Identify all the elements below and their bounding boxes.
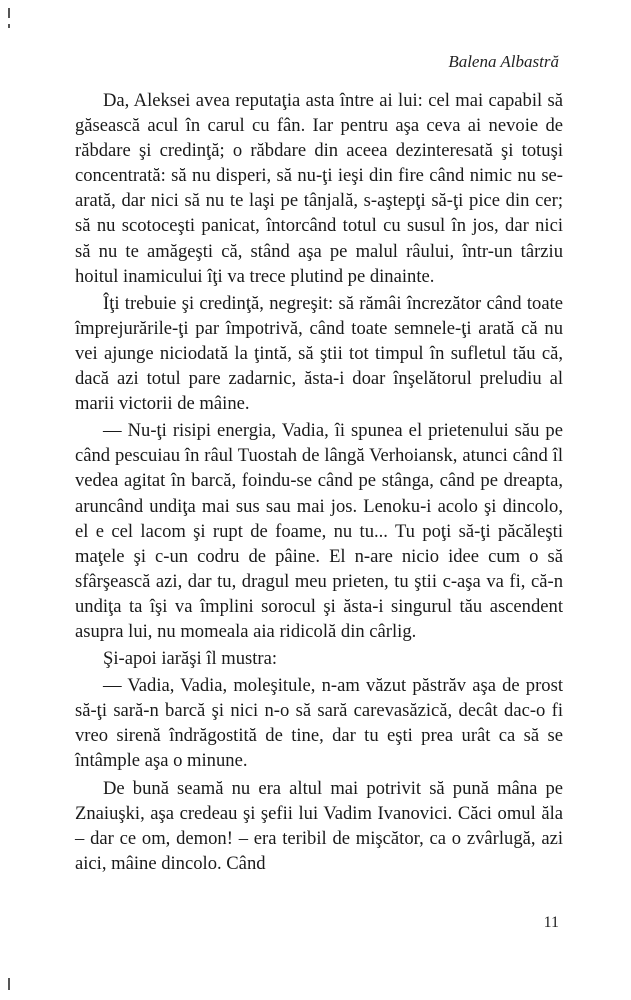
paragraph: — Nu-ţi risipi energia, Vadia, îi spunea el prietenului său pe când pescuiau în râul Tuostah de lângă Verhoiansk, atunci când îl vedea agitat în barcă, foindu-se când pe stânga, când pe dreapta, aruncând undiţa mai sus sau mai jos. Lenoku-i acolo şi dincolo, el e cel lacom şi rupt de foame, nu tu... Tu poţi să-ţi păcăleşti maţele şi c-un codru de pâine. El n-are nicio idee cum o să sfârşească azi, dar tu, dragul meu prieten, tu ştii c-aşa va fi, că-n undiţa ta îşi va împlini sorocul şi ăsta-i singurul tău ascendent asupra lui, nu momeala aia ridicolă din cârlig.: [75, 420, 563, 642]
page-number: 11: [543, 914, 559, 931]
paragraph: Îţi trebuie şi credinţă, negreşit: să rămâi încrezător când toate împrejurările-ţi par împotrivă, când toate semnele-ţi arată că nu vei ajunge niciodată la ţintă, să ştii tot timpul în sufletul tău că, dacă azi totul pare zadarnic, ăsta-i doar înşelătorul preludiu al marii victorii de mâine.: [75, 292, 563, 415]
scan-edge-mark: [8, 24, 10, 28]
paragraph: De bună seamă nu era altul mai potrivit să pună mâna pe Znaiuşki, aşa credeau şi şefii lui Vadim Ivanovici. Căci omul ăla – dar ce om, demon! – era teribil de mişcător, ca o zvârlugă, azi aici, mâine dincolo. Când: [75, 777, 563, 874]
scan-edge-mark: [8, 8, 10, 18]
body-text: [75, 88, 563, 876]
paragraph: Da, Aleksei avea reputaţia asta între ai lui: cel mai capabil să găsească acul în carul cu fân. Iar pentru aşa ceva ai nevoie de răbdare şi credinţă; o răbdare din aceea dezinteresată şi totuşi concentrată: să nu disperi, să nu-ţi ieşi din fire când nimic nu se-arată, dar nici să nu te laşi pe tânjală, s-aştepţi să-ţi pice din cer; să nu scotoceşti panicat, întorcând totul cu susul în jos, dar nici să nu te amăgeşti că, stând aşa pe malul râului, într-un târziu hoitul inamicului îţi va trece plutind pe dinainte.: [75, 90, 563, 287]
paragraph: — Vadia, Vadia, moleşitule, n-am văzut păstrăv aşa de prost să-ţi sară-n barcă şi nici n-o să sară carevasăzică, decât dac-o fi vreo sirenă îndrăgostită de tine, dar tu eşti prea urât ca să se întâmple aşa o minune.: [75, 675, 563, 772]
running-header: Balena Albastră: [448, 52, 559, 71]
scan-edge-mark: [8, 978, 10, 990]
paragraph: Şi-apoi iarăşi îl mustra:: [103, 648, 278, 670]
